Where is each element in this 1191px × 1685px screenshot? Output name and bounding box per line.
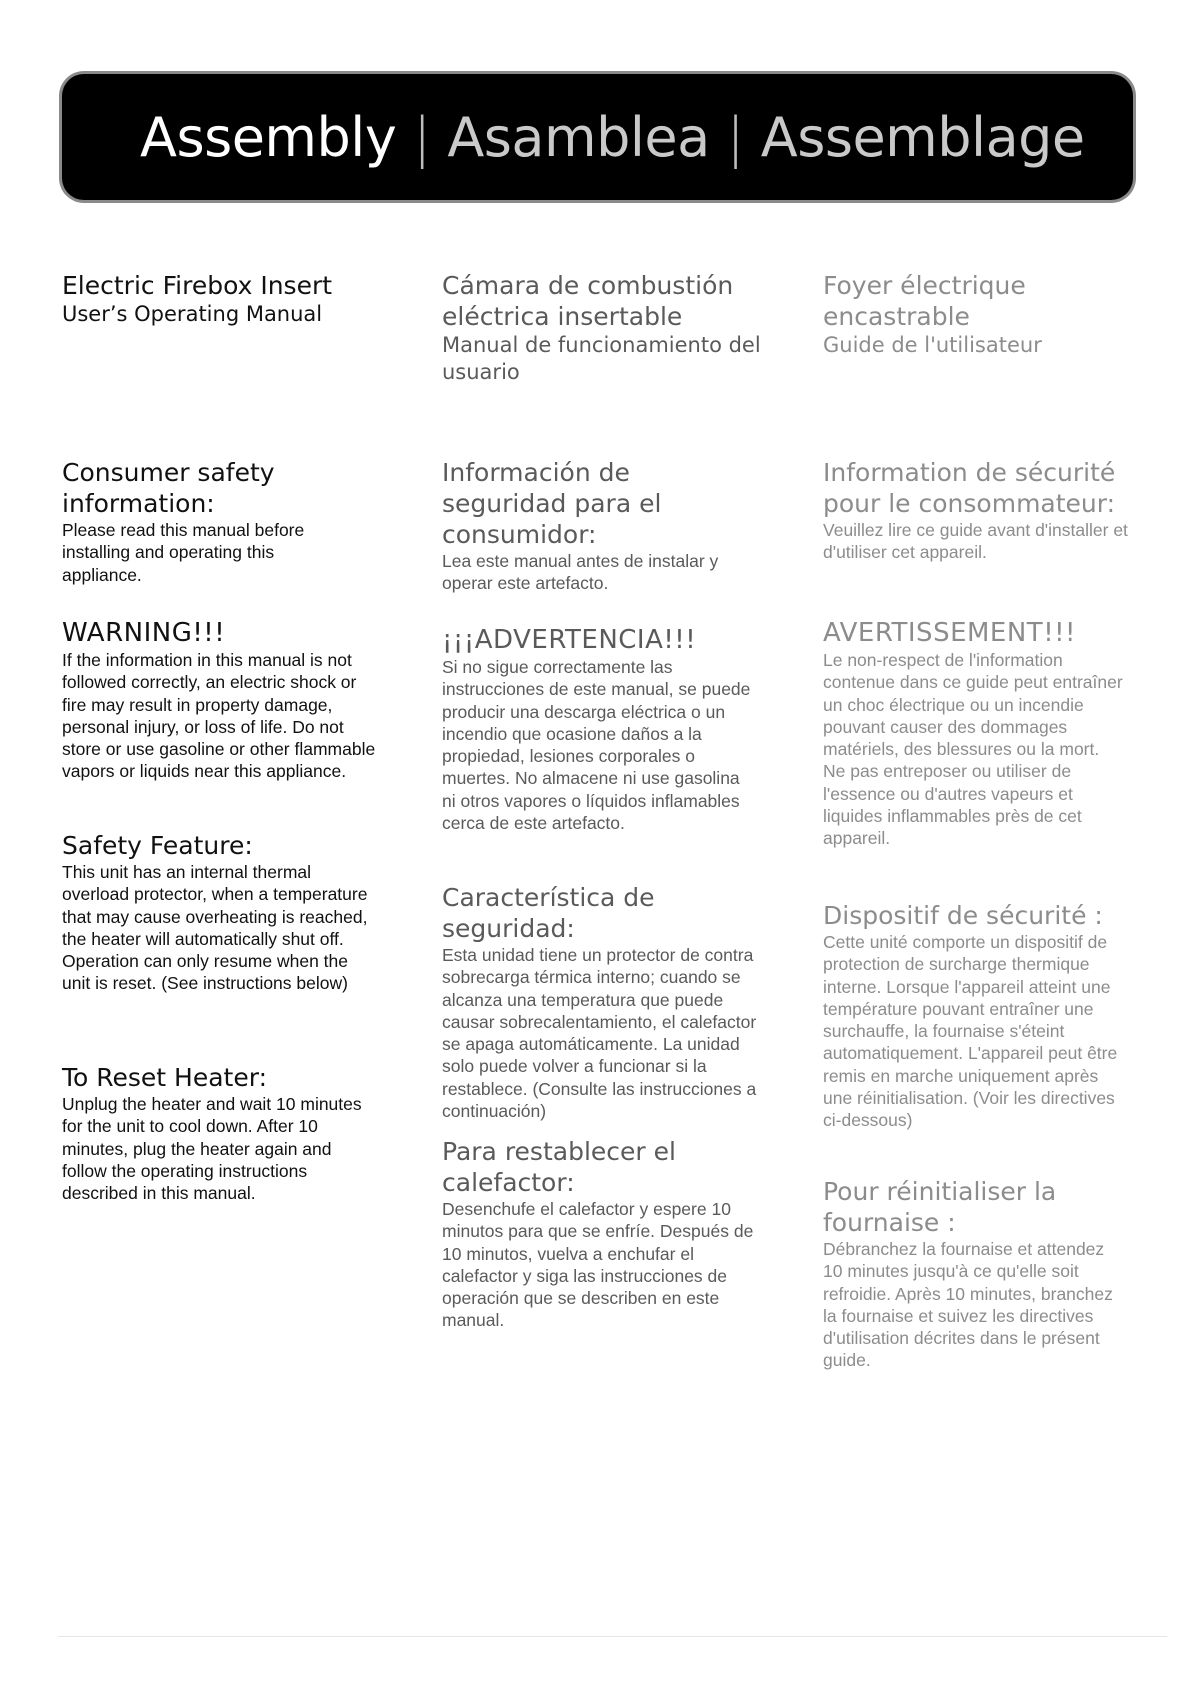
reset-section — [823, 1176, 1123, 1372]
warning-section — [442, 625, 757, 834]
warning-heading: ¡¡¡ADVERTENCIA!!! — [442, 625, 697, 655]
reset-text: Unplug the heater and wait 10 minutes for the unit to cool down. After 10 minutes, plug the heater again and follow the operating instructions described in this manual. — [62, 1094, 362, 1204]
reset-heading: Para restablecer el calefactor: — [442, 1137, 676, 1197]
warning-text: Le non-respect de l'information contenue dans ce guide peut entraîner un choc électrique ou un incendie pouvant causer des dommages matériels, des blessures ou la mort. Ne pas entreposer ou utiliser de l'essence ou d'autres vapeurs et liquides inflammables près de cet appareil. — [823, 650, 1123, 849]
banner-separator: | — [412, 105, 431, 169]
reset-heading: To Reset Heater: — [62, 1063, 267, 1092]
reset-heading: Pour réinitialiser la fournaise : — [823, 1177, 1057, 1237]
banner-title-fr: Assemblage — [760, 105, 1085, 169]
warning-heading: WARNING!!! — [62, 618, 226, 648]
safety-feature-text: This unit has an internal thermal overload protector, when a temperature that may cause overheating is reached, the heater will automatically shut off. Operation can only resume when the unit is reset. (See instructions below) — [62, 862, 368, 994]
reset-section — [62, 1062, 362, 1204]
manual-subtitle: Manual de funcionamiento del usuario — [442, 333, 761, 384]
safety-feature-section — [823, 900, 1128, 1132]
consumer-safety-heading: Información de seguridad para el consumidor: — [442, 458, 662, 549]
consumer-safety-text: Veuillez lire ce guide avant d'installer et d'utiliser cet appareil. — [823, 520, 1128, 563]
safety-feature-text: Esta unidad tiene un protector de contra sobrecarga térmica interno; cuando se alcanza una temperatura que puede causar sobrecalentamiento, el calefactor se apaga automáticamente. La unidad solo puede volver a funcionar si la restablece. (Consulte las instrucciones a continuación) — [442, 945, 757, 1122]
reset-text: Desenchufe el calefactor y espere 10 minutos para que se enfríe. Después de 10 minutos, vuelva a enchufar el calefactor y siga las instrucciones de operación que se describen en este manual. — [442, 1199, 754, 1331]
warning-heading: AVERTISSEMENT!!! — [823, 618, 1076, 648]
banner-title-es: Asamblea — [447, 105, 710, 169]
product-title-block — [823, 270, 1135, 359]
title-banner — [62, 74, 1133, 200]
banner-title — [140, 106, 1085, 169]
manual-subtitle: Guide de l'utilisateur — [823, 333, 1042, 357]
warning-section — [62, 618, 380, 783]
banner-separator: | — [726, 105, 745, 169]
reset-text: Débranchez la fournaise et attendez 10 minutes jusqu'à ce qu'elle soit refroidie. Après 10 minutes, branchez la fournaise et suivez les directives d'utilisation décrites dans le présent guide. — [823, 1239, 1113, 1371]
consumer-safety-text: Please read this manual before installing and operating this appliance. — [62, 520, 305, 585]
warning-text: If the information in this manual is not followed correctly, an electric shock or fire may result in property damage, personal injury, or loss of life. Do not store or use gasoline or other flammable vapors or liquids near this appliance. — [62, 650, 376, 782]
consumer-safety-heading: Information de sécurité pour le consommateur: — [823, 458, 1116, 518]
product-title: Foyer électrique encastrable — [823, 271, 1026, 331]
safety-feature-heading: Safety Feature: — [62, 831, 253, 860]
consumer-safety-text: Lea este manual antes de instalar y operar este artefacto. — [442, 551, 719, 594]
warning-text: Si no sigue correctamente las instrucciones de este manual, se puede producir una descarga eléctrica o un incendio que ocasione daños a la propiedad, lesiones corporales o muertes. No almacene ni use gasolina ni otros vapores o líquidos inflamables cerca de este artefacto. — [442, 657, 751, 834]
consumer-safety-heading: Consumer safety information: — [62, 458, 275, 518]
safety-feature-section — [62, 830, 380, 995]
safety-feature-section — [442, 882, 772, 1122]
consumer-safety-section — [62, 457, 352, 586]
product-title: Cámara de combustión eléctrica insertable — [442, 271, 734, 331]
safety-feature-heading: Dispositif de sécurité : — [823, 901, 1103, 930]
safety-feature-heading: Característica de seguridad: — [442, 883, 655, 943]
safety-feature-text: Cette unité comporte un dispositif de protection de surcharge thermique interne. Lorsque l'appareil atteint une température pouvant entraîner une surchauffe, la fournaise s'éteint automatiquement. L'appareil peut être remis en marche uniquement après une réinitialisation. (Voir les directives ci-dessous) — [823, 932, 1118, 1131]
consumer-safety-section — [442, 457, 762, 595]
product-title: Electric Firebox Insert — [62, 271, 333, 300]
manual-subtitle: User’s Operating Manual — [62, 302, 323, 326]
product-title-block — [62, 270, 380, 328]
page-bottom-rule — [58, 1636, 1167, 1637]
warning-section — [823, 618, 1123, 850]
product-title-block — [442, 270, 772, 386]
consumer-safety-section — [823, 457, 1135, 564]
banner-title-en: Assembly — [140, 105, 397, 169]
reset-section — [442, 1136, 757, 1332]
